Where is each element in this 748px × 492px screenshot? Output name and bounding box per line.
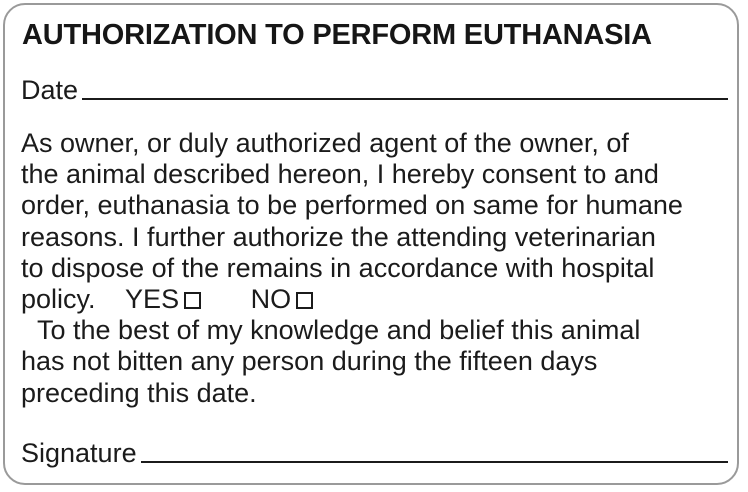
signature-label: Signature — [21, 438, 137, 468]
no-checkbox[interactable] — [296, 292, 313, 309]
date-label: Date — [21, 75, 79, 105]
consent-line: to dispose of the remains in accordance with hospital — [21, 252, 655, 283]
consent-line: reasons. I further authorize the attending veterinarian — [21, 221, 656, 252]
policy-line — [21, 284, 736, 315]
consent-paragraph — [21, 128, 736, 409]
consent-line: As owner, or duly authorized agent of the owner, of — [21, 128, 629, 158]
no-option[interactable] — [251, 284, 314, 315]
consent-line: the animal described hereon, I hereby consent to and — [21, 159, 659, 190]
form-title: AUTHORIZATION TO PERFORM EUTHANASIA — [22, 19, 652, 51]
date-line[interactable] — [82, 98, 728, 100]
bite-statement-line: To the best of my knowledge and belief this animal — [37, 315, 641, 346]
bite-statement-line: preceding this date. — [21, 377, 257, 408]
date-field[interactable] — [21, 75, 728, 105]
policy-text: policy. — [21, 284, 96, 315]
signature-line[interactable] — [141, 461, 728, 463]
consent-line: order, euthanasia to be performed on same for humane — [21, 190, 683, 221]
yes-label: YES — [125, 284, 180, 315]
euthanasia-authorization-label — [3, 3, 739, 485]
no-label: NO — [250, 284, 292, 315]
yes-checkbox[interactable] — [184, 292, 201, 309]
bite-statement-line: has not bitten any person during the fifteen days — [21, 346, 598, 377]
yes-option[interactable] — [125, 284, 201, 315]
signature-field[interactable] — [21, 438, 728, 468]
